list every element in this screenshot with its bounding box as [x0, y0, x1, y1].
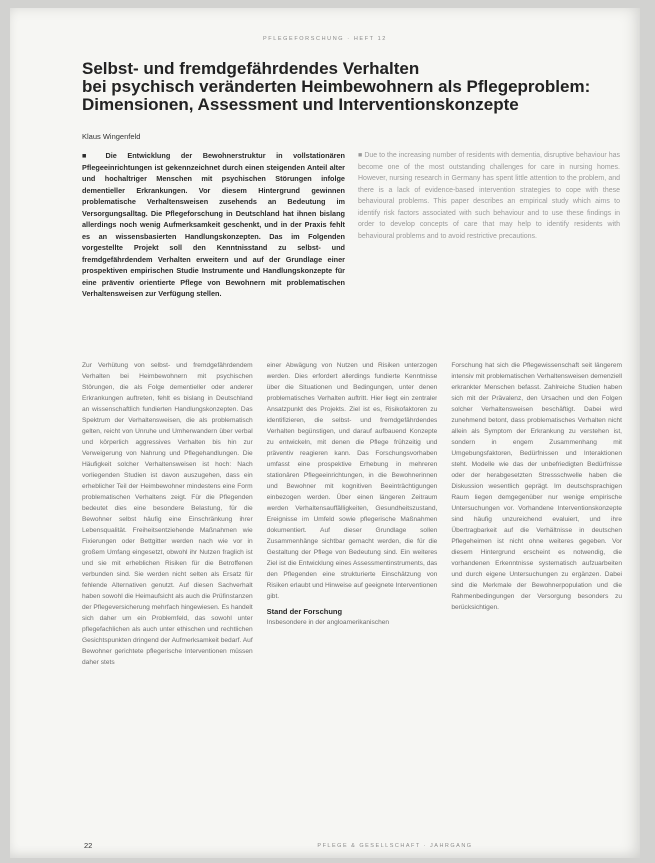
- paper-page: [10, 8, 640, 858]
- body-column-3: [451, 360, 622, 836]
- page-number: 22: [84, 841, 93, 850]
- body-text: Zur Verhütung von selbst- und fremdgefährdendem Verhalten bei Heimbewohnern mit psychischen Störungen, die als Folge dementieller oder anderer Erkrankungen auftreten, fehlt es bislang in Deutschland an wissenschaftlich fundierten Handlungskonzepten. Das Spektrum der Verhaltensweisen, die als problematisch gelten, reicht von Unruhe und Umherwandern über verbal und körperlich aggressives Verhalten bis hin zur Verweigerung von Nahrung und Pflegehandlungen. Die Häufigkeit solcher Verhaltensweisen ist hoch: Nach vorliegenden Studien ist davon auszugehen, dass ein erheblicher Teil der Heimbewohner mindestens eine Form problematischen Verhaltens zeigt. Für die Pflegenden bedeutet dies eine besondere Belastung, für die Bewohner selbst häufig eine Einschränkung ihrer Lebensqualität. Freiheitsentziehende Maßnahmen wie Fixierungen oder Bettgitter werden nach wie vor in großem Umfang eingesetzt, obwohl ihr Nutzen fraglich ist und sie mit erheblichen Risiken für die Betroffenen verbunden sind. Sie werden nicht selten als Ersatz für fehlende Alternativen genutzt. Auf diesen Sachverhalt haben sowohl die Heimaufsicht als auch die Prüfinstanzen der Pflegeversicherung mehrfach hingewiesen. Es handelt sich daher um ein Problemfeld, das sowohl unter pflegefachlichen als auch unter ethischen und rechtlichen Gesichtspunkten dringend der Aufmerksamkeit bedarf. Auf Bewohner gerichtete pflegerische Interventionen müssen daher stets: [82, 362, 253, 666]
- running-head: PFLEGEFORSCHUNG · HEFT 12: [263, 36, 387, 42]
- title-line-2: bei psychisch veränderten Heimbewohnern als Pflegeproblem:: [82, 77, 591, 96]
- body-text: Insbesondere in der angloamerikanischen: [266, 619, 390, 626]
- body-text: Forschung hat sich die Pflegewissenschaft seit längerem intensiv mit problematischen Verhaltensweisen demenziell erkrankter Menschen befasst. Zahlreiche Studien haben sich mit der Prävalenz, den Ursachen und den Folgen solcher Verhaltensweisen beschäftigt. Dabei wird zunehmend betont, dass problematisches Verhalten nicht allein als Symptom der Erkrankung zu verstehen ist, sondern in engem Zusammenhang mit Umgebungsfaktoren, Bedürfnissen und Interaktionen steht. Modelle wie das der unbefriedigten Bedürfnisse oder der herabgesetzten Stressschwelle haben die Diskussion wesentlich geprägt. Im deutschsprachigen Raum liegen demgegenüber nur wenige empirische Untersuchungen vor. Vorhandene Interventionskonzepte sind häufig unzureichend evaluiert, und ihre Übertragbarkeit auf die Verhältnisse in deutschen Pflegeheimen ist nicht ohne weiteres gegeben. Vor diesem Hintergrund erscheint es notwendig, die vorhandenen Erkenntnisse systematisch aufzuarbeiten und durch eigene Untersuchungen zu ergänzen. Dabei sind die Merkmale der Bewohnerpopulation und die Rahmenbedingungen der Versorgung besonders zu berücksichtigen.: [451, 362, 623, 611]
- body-column-2: [267, 360, 438, 836]
- abstract-german: ■ Die Entwicklung der Bewohnerstruktur in vollstationären Pflegeeinrichtungen ist gekennzeichnet durch einen steigenden Anteil alter und hochaltriger Menschen mit psychischen Störungen infolge dementieller Erkrankungen. Vor diesem Hintergrund gewinnen problematische Verhaltensweisen zusehends an Bedeutung im Versorgungsalltag. Die Pflegeforschung in Deutschland hat ihnen bislang allerdings noch wenig Aufmerksamkeit geschenkt, und in der Praxis fehlt es an wissensbasierten Handlungskonzepten. Das im Folgenden vorgestellte Projekt soll den Kenntnisstand zu selbst- und fremdgefährdendem Verhalten erweitern und auf der Grundlage einer prospektiven empirischen Studie Instrumente und Handlungskonzepte für eine präventiv orientierte Pflege von Bewohnern mit problematischen Verhaltensweisen zur Verfügung stellen.: [82, 151, 345, 298]
- abstract-english: ■ Due to the increasing number of residents with dementia, disruptive behaviour has become one of the most outstanding challenges for care in nursing homes. However, nursing research in Germany has spent little attention to the problem, and there is a lack of evidence-based intervention strategies to cope with these behavioural problems. This paper describes an empirical study which aims to identify risk factors associated with such behaviour and to use these findings in order to develop concepts of care that may help to identify residents with behavioural problems and to avoid restrictive precautions.: [358, 152, 620, 240]
- author-name: Klaus Wingenfeld: [82, 132, 141, 141]
- body-text: einer Abwägung von Nutzen und Risiken unterzogen werden. Dies erfordert allerdings fundierte Kenntnisse über die Situationen und Bedingungen, unter denen problematisches Verhalten auftritt. Hier liegt ein zentraler Ansatzpunkt des Projekts. Ziel ist es, Risikofaktoren zu identifizieren, die selbst- und fremdgefährdendes Verhalten begünstigen, und darauf aufbauend Konzepte zu entwickeln, mit denen die Pflege frühzeitig und präventiv reagieren kann. Das Forschungsvorhaben umfasst eine prospektive Erhebung in mehreren stationären Pflegeeinrichtungen, in die Bewohnerinnen und Bewohner mit kognitiven Beeinträchtigungen einbezogen werden. Über einen längeren Zeitraum werden Verhaltensauffälligkeiten, Gesundheitszustand, Ereignisse im Umfeld sowie pflegerische Maßnahmen dokumentiert. Auf dieser Grundlage sollen Zusammenhänge sichtbar gemacht werden, die für die Gestaltung der Pflege von Bedeutung sind. Ein weiteres Ziel ist die Entwicklung eines Assessmentinstruments, das den Pflegenden eine strukturierte Einschätzung von Risiken erlaubt und Hinweise auf geeignete Interventionen gibt.: [266, 362, 438, 600]
- title-line-1: Selbst- und fremdgefährdendes Verhalten: [82, 59, 420, 78]
- body-column-1: [82, 360, 253, 836]
- body-columns: [82, 360, 622, 836]
- article-title: [82, 60, 622, 114]
- section-heading: Stand der Forschung: [266, 607, 343, 616]
- title-line-3: Dimensionen, Assessment und Interventionskonzepte: [82, 95, 519, 114]
- page-footer: PFLEGE & GESELLSCHAFT · JAHRGANG: [317, 843, 473, 849]
